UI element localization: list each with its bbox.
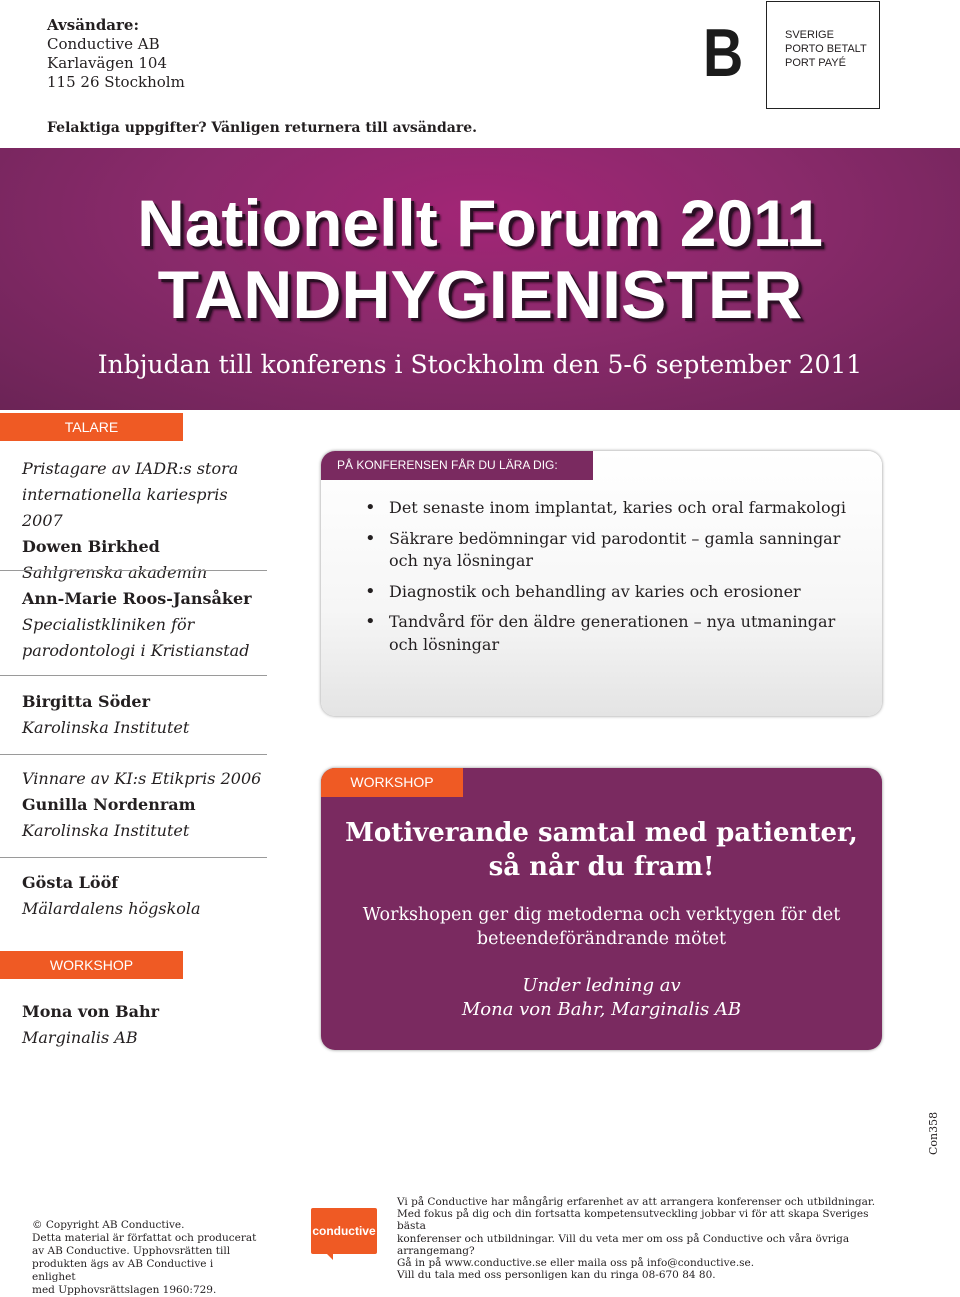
postage-line: PORT PAYÉ [785,57,846,69]
speaker-org: Marginalis AB [22,1028,138,1047]
speaker-name: Birgitta Söder [22,692,151,711]
speaker-name: Gösta Lööf [22,873,119,892]
divider [0,754,267,755]
document-code: Con358 [927,1111,940,1155]
speakers-tab: TALARE [0,413,183,441]
speaker-name: Mona von Bahr [22,1002,160,1021]
benefits-list [365,497,865,664]
copyright-line: Detta material är författat och producerat [32,1232,257,1244]
copyright-line: av AB Conductive. Upphovsrätten till [32,1245,231,1257]
copyright-notice [32,1219,257,1297]
list-item: • Säkrare bedömningar vid parodontit – gamla sanningar och nya lösningar [365,528,865,573]
speaker-4 [22,766,267,844]
copyright-line: med Upphovsrättslagen 1960:729. [32,1284,217,1296]
copyright-line: produkten ägs av AB Conductive i enlighet [32,1258,214,1283]
sender-company: Conductive AB [47,35,160,53]
sender-label: Avsändare: [47,16,140,34]
speaker-name: Dowen Birkhed [22,537,160,556]
workshop-led-line: Under ledning av [522,975,681,996]
speaker-name: Ann-Marie Roos-Jansåker [22,589,252,608]
copyright-line: © Copyright AB Conductive. [32,1219,185,1231]
return-note: Felaktiga uppgifter? Vänligen returnera till avsändare. [47,120,477,136]
info-line: Vill du tala med oss personligen kan du ringa 08-670 84 80. [397,1269,716,1282]
workshop-title-line: Motiverande samtal med patienter, [345,818,858,848]
info-line: konferenser och utbildningar. Vill du veta mer om oss på Conductive och våra övriga arrangemang? [397,1232,850,1257]
divider [0,675,267,676]
conductive-logo: conductive [311,1208,377,1254]
speaker-org: Karolinska Institutet [22,718,190,737]
event-subtitle: Inbjudan till konferens i Stockholm den 5-6 september 2011 [97,350,863,379]
speaker-org: Karolinska Institutet [22,821,190,840]
speaker-org: Specialistkliniken för [22,615,195,634]
postage-line: PORTO BETALT [785,43,867,55]
speaker-org: parodontologi i Kristianstad [22,641,250,660]
workshop-title [321,816,882,884]
event-audience: TANDHYGIENISTER [157,257,803,333]
speaker-3 [22,689,267,741]
benefits-box [321,451,882,716]
speaker-name: Gunilla Nordenram [22,795,196,814]
sender-street: Karlavägen 104 [47,54,168,72]
sender-address [47,16,185,92]
speaker-award: Vinnare av KI:s Etikpris 2006 [22,769,262,788]
workshop-desc-line: Workshopen ger dig metoderna och verktygen för det [362,905,841,925]
speaker-org: Mälardalens högskola [22,899,201,918]
benefits-heading: PÅ KONFERENSEN FÅR DU LÄRA DIG: [321,451,593,480]
divider [0,857,267,858]
workshop-description [321,904,882,951]
postage-class-letter: B [703,15,744,91]
speaker-award: internationella kariespris 2007 [22,485,228,530]
workshop-tab: WORKSHOP [321,768,463,797]
speaker-org: Sahlgrenska akademin [22,563,208,582]
speaker-1 [22,456,267,586]
workshop-leader [321,974,882,1021]
company-info [397,1196,897,1281]
list-item: • Det senaste inom implantat, karies och oral farmakologi [365,497,865,520]
divider [0,570,267,571]
event-title: Nationellt Forum 2011 [137,186,823,260]
workshop-led-line: Mona von Bahr, Marginalis AB [461,998,742,1020]
workshop-leader-tab: WORKSHOP [0,951,183,979]
speaker-5 [22,870,267,922]
info-line: Med fokus på dig och din fortsatta kompetensutveckling jobbar vi för att skapa Sveriges bästa [397,1208,869,1233]
info-line: Gå in på www.conductive.se eller maila oss på info@conductive.se. [397,1257,755,1270]
speaker-2 [22,586,267,664]
sender-city: 115 26 Stockholm [47,73,185,91]
postage-stamp-box [766,1,880,109]
workshop-desc-line: beteendeförändrande mötet [476,928,727,949]
speaker-award: Pristagare av IADR:s stora [22,459,239,478]
postage-line: SVERIGE [785,29,834,41]
workshop-title-line: så når du fram! [488,852,715,882]
list-item: • Diagnostik och behandling av karies och erosioner [365,581,865,604]
speaker-6 [22,999,267,1051]
info-line: Vi på Conductive har mångårig erfarenhet av att arrangera konferenser och utbildningar. [397,1196,876,1208]
list-item: • Tandvård för den äldre generationen – nya utmaningar och lösningar [365,611,865,656]
